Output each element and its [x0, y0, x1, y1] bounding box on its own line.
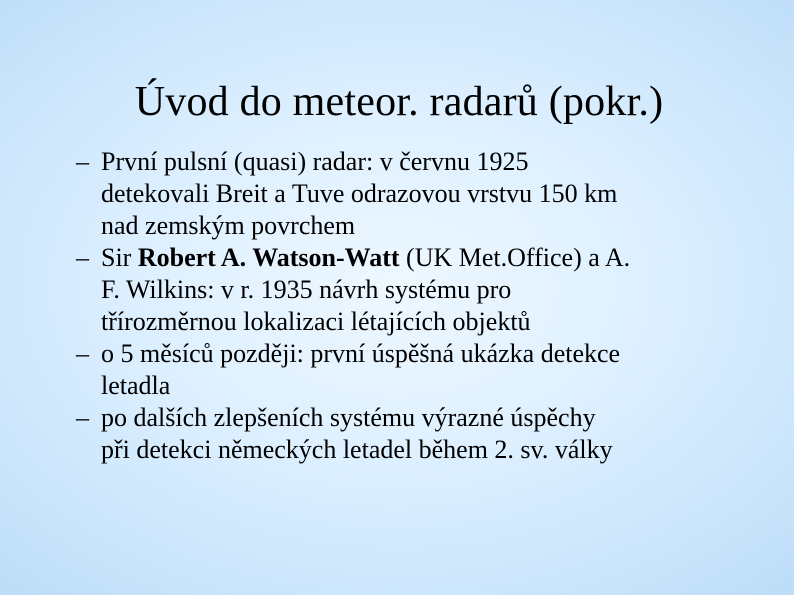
bullet-dash: – [76, 403, 89, 432]
bullet-item-watson-watt [76, 242, 766, 338]
bullet-line: F. Wilkins: v r. 1935 návrh systému pro [101, 275, 512, 304]
bullet-line: třírozměrnou lokalizaci létajících objektů [101, 307, 531, 336]
bullet-line: při detekci německých letadel během 2. sv. války [101, 435, 613, 464]
bullet-dash: – [76, 339, 89, 368]
bullet-line: o 5 měsíců později: první úspěšná ukázka detekce [101, 339, 621, 368]
bullet-line [101, 242, 766, 274]
bullet-line: detekovali Breit a Tuve odrazovou vrstvu 150 km [101, 179, 618, 208]
bullet-item-wwii-success [76, 402, 766, 466]
bullet-line: nad zemským povrchem [101, 211, 356, 240]
bullet-name-bold: Robert A. Watson-Watt [137, 243, 400, 272]
bullet-item-first-radar [76, 146, 766, 242]
bullet-text: (UK Met.Office) a A. [399, 243, 631, 272]
bullet-line: První pulsní (quasi) radar: v červnu 1925 [101, 147, 529, 176]
bullet-line: po dalších zlepšeních systému výrazné úspěchy [101, 403, 596, 432]
bullet-dash: – [76, 243, 89, 272]
bullet-list [76, 146, 766, 466]
slide-title: Úvod do meteor. radarů (pokr.) [134, 79, 664, 125]
bullet-text: Sir [101, 243, 138, 272]
bullet-dash: – [76, 147, 89, 176]
bullet-item-first-detection [76, 338, 766, 402]
bullet-line: letadla [101, 371, 171, 400]
